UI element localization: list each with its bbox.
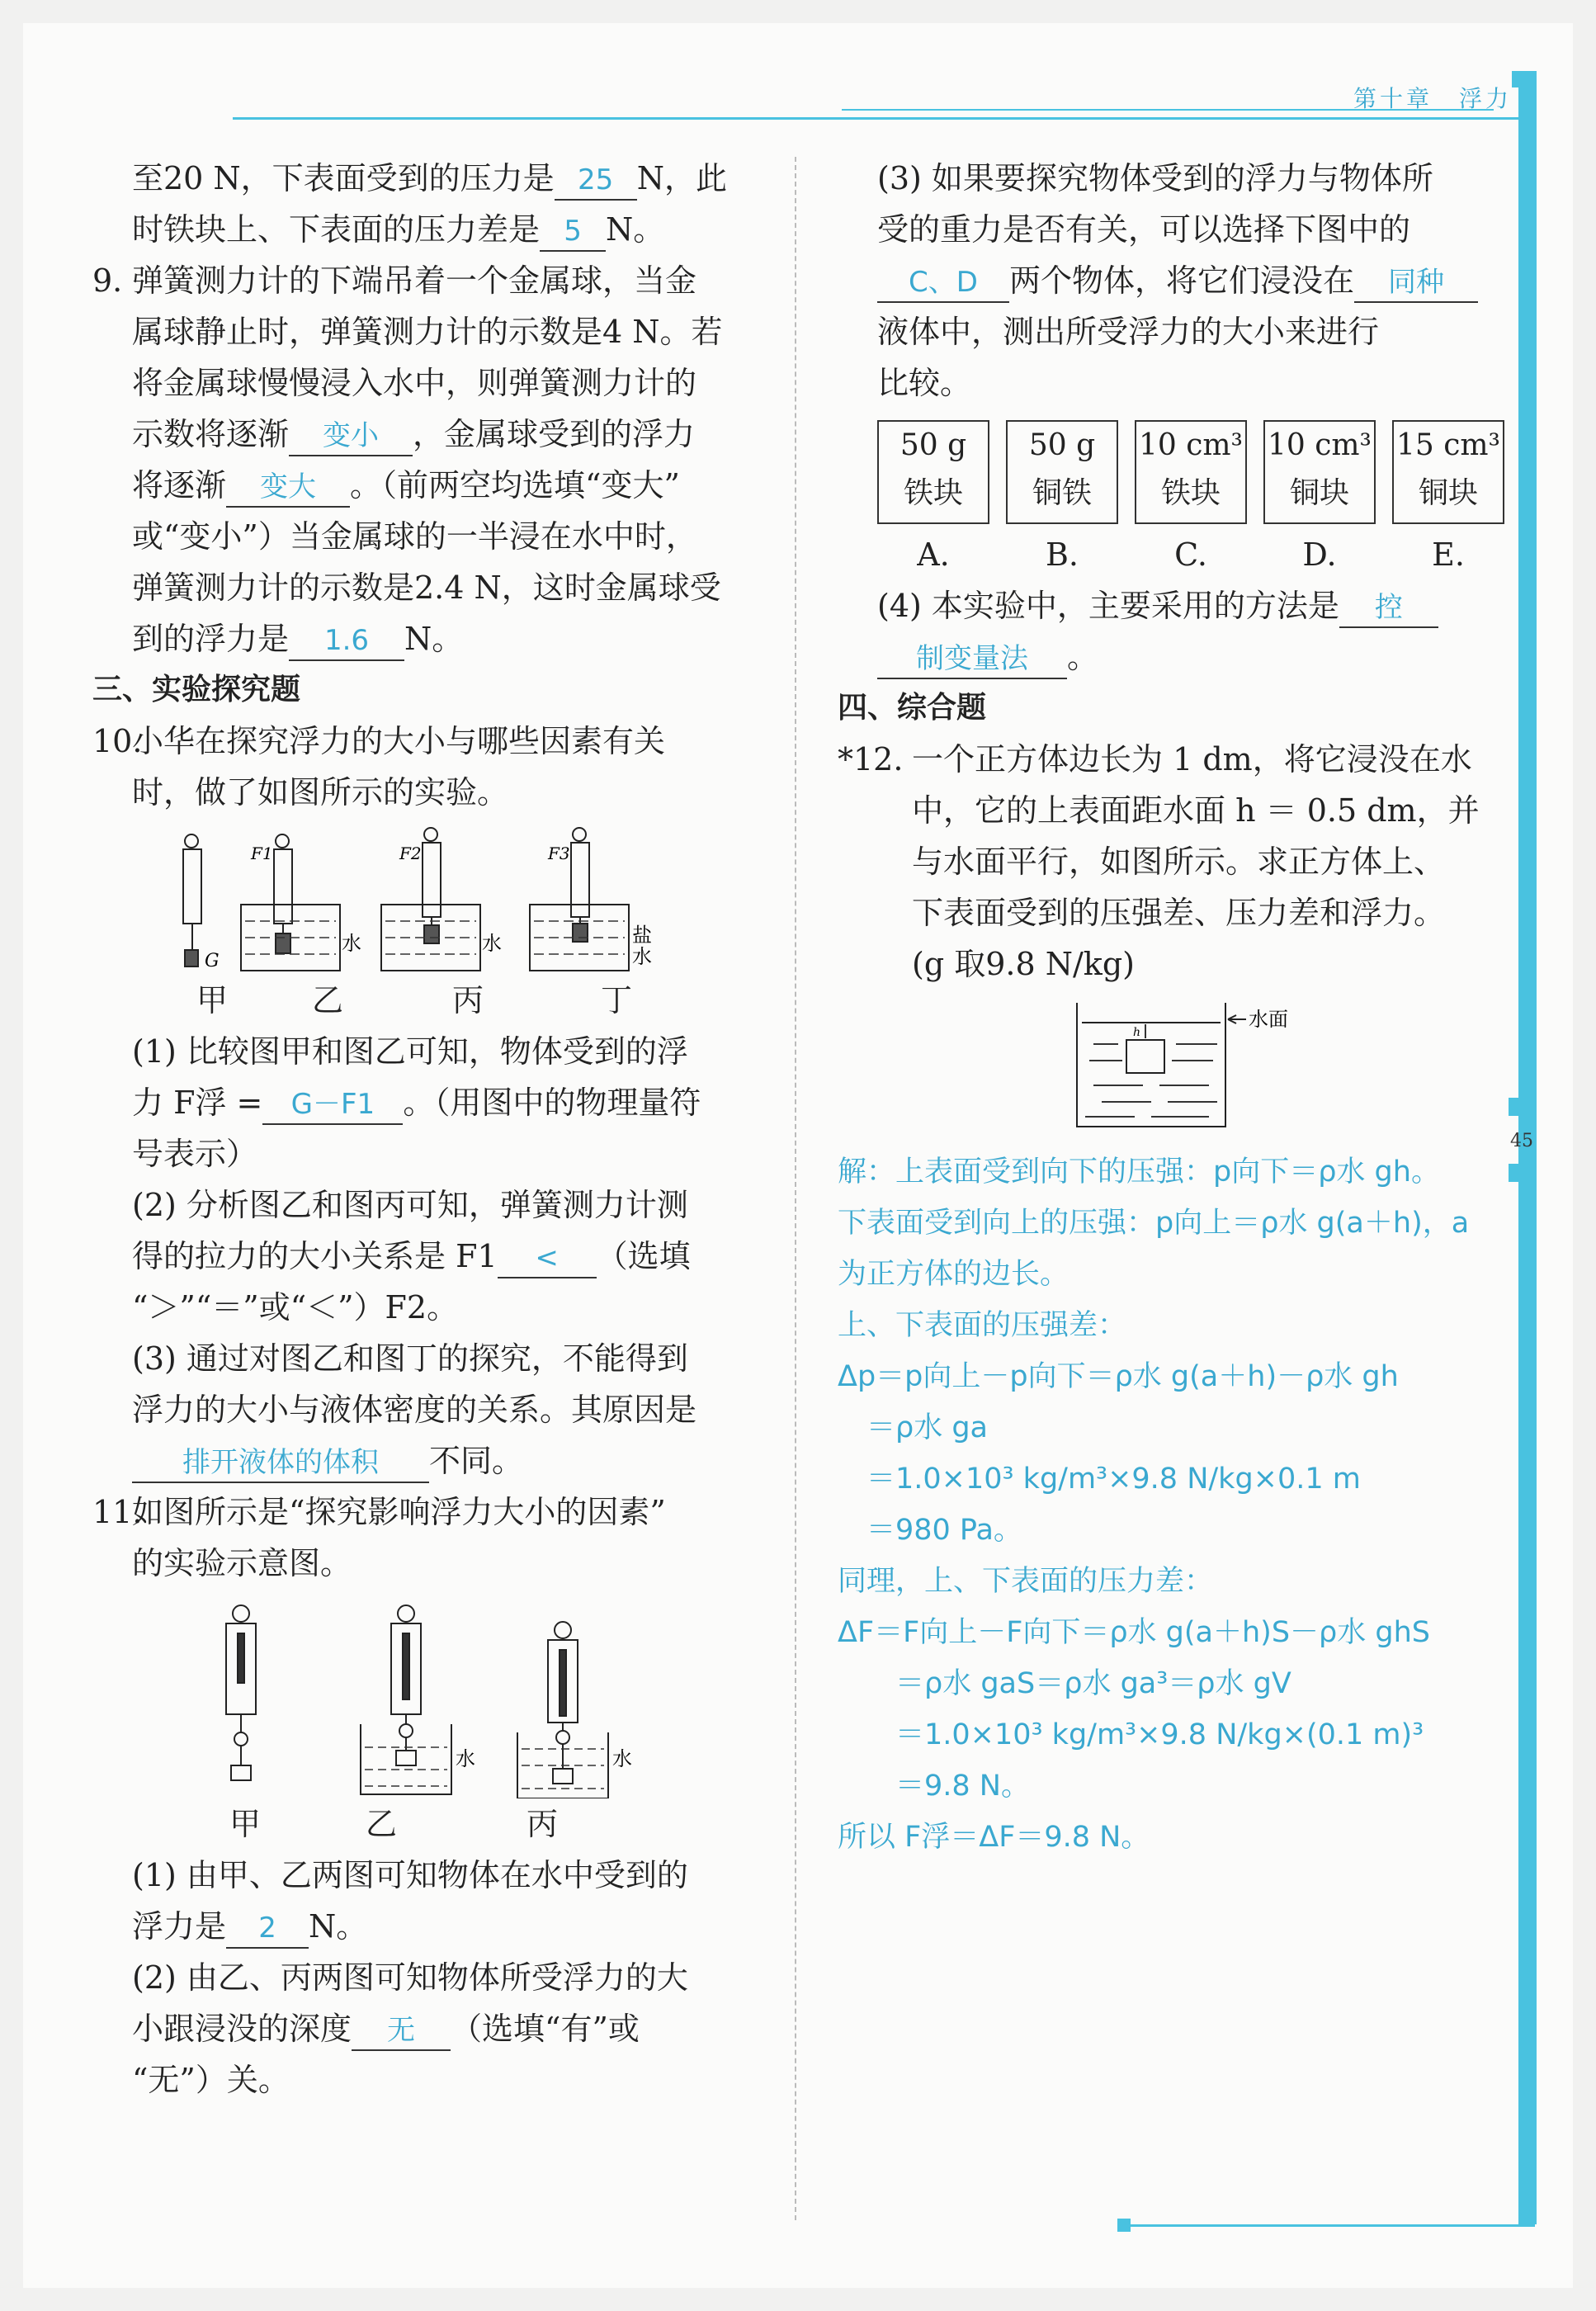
q10-figure-labels [167,975,769,1026]
solution-line: 下表面受到向上的压强：p向上＝ρ水 g(a＋h)，a [838,1207,1470,1240]
q10-answer-3b-1: C、D [877,263,1009,303]
solution-line: 上、下表面的压强差： [838,1309,1127,1342]
q10-part3b-line: 比较。 [877,365,972,401]
fig-label: 甲 [196,982,228,1018]
q11-part2-line: “无”）关。 [132,2062,290,2098]
object-box-c: 10 cm³ 铁块 [1135,420,1247,524]
q11-part1-line: 浮力是 2 N。 [92,1901,769,1952]
q10-part1-line: 号表示） [132,1136,258,1172]
object-boxes [877,420,1506,524]
q10-part2-line: 得的拉力的大小关系是 F1 < （选填 [92,1231,769,1282]
q11-answer-2: 无 [352,2011,451,2051]
q10-answer-2: < [498,1239,597,1278]
solution-line: ＝ρ水 ga [838,1411,989,1444]
q11-part2: (2) 由乙、丙两图可知物体所受浮力的大 [132,1959,688,1996]
q10-part3b: (3) 如果要探究物体受到的浮力与物体所 [877,160,1433,196]
q10-figure [158,826,687,975]
solution-line: ＝980 Pa。 [838,1514,1022,1547]
left-column [92,153,769,2105]
fig11-water-1: 水 [456,1747,475,1770]
fig10-label-f1: F1 [251,844,273,863]
q12-line: 中，它的上表面距水面 h ＝ 0.5 dm，并 [912,792,1480,829]
q11: 11.如图所示是“探究影响浮力大小的因素” [92,1494,666,1530]
q9-line: 示数将逐渐 变小 ，金属球受到的浮力 [92,409,769,460]
q9: 9. 弹簧测力计的下端吊着一个金属球，当金 [92,262,697,299]
q11-part2-line: 小跟浸没的深度 无 （选填“有”或 [92,2003,769,2054]
fig11-water-2: 水 [612,1747,632,1770]
fig10-label-f3: F3 [548,844,570,863]
q10-part4: (4) 本实验中，主要采用的方法是 控 [838,580,1506,631]
fig-label: 甲 [229,1806,261,1842]
q11-figure-labels [216,1798,769,1850]
q8-line2: 时铁块上、下表面的压力差是 5 N。 [92,204,769,255]
q11-part1: (1) 由甲、乙两图可知物体在水中受到的 [132,1857,688,1893]
fig10-water-2: 水 [482,932,502,955]
q9-line: 或“变小”）当金属球的一半浸在水中时， [132,518,697,555]
solution-line: ＝1.0×10³ kg/m³×9.8 N/kg×0.1 m [838,1463,1361,1496]
solution-line: ＝ρ水 gaS＝ρ水 ga³＝ρ水 gV [838,1667,1291,1700]
q11-answer-1: 2 [226,1909,309,1949]
q10-line: 时，做了如图所示的实验。 [132,774,509,811]
q10: 10.小华在探究浮力的大小与哪些因素有关 [92,723,666,759]
q9-line: 将逐渐 变大 。（前两空均选填“变大” [92,460,769,511]
q9-line: 将金属球慢慢浸入水中，则弹簧测力计的 [132,365,697,401]
object-box-a: 50 g 铁块 [877,420,989,524]
chapter-title: 第十章 浮力 [1353,85,1513,112]
q10-part4-line: 制变量法 。 [838,631,1506,683]
solution-line: Δp＝p向上－p向下＝ρ水 g(a＋h)－ρ水 gh [838,1360,1399,1393]
q11-line: 的实验示意图。 [132,1545,352,1581]
column-divider [795,157,796,2220]
q12-solution [838,1146,1506,1863]
q8-line1: 至20 N，下表面受到的压力是 25 N，此 [92,153,769,204]
q11-figure [200,1600,662,1798]
q10-part3-line: 排开液体的体积 不同。 [92,1435,769,1486]
object-box-b: 50 g 铜铁 [1006,420,1118,524]
section-title-3: 三、实验探究题 [92,673,301,707]
q9-line: 属球静止时，弹簧测力计的示数是4 N。若 [132,314,723,350]
fig10-water-3: 水 [632,945,652,968]
q10-part2-line: “＞”“＝”或“＜”）F2。 [132,1289,459,1326]
q10-part1: (1) 比较图甲和图乙可知，物体受到的浮 [132,1033,688,1070]
q9-answer-2: 变大 [226,468,350,508]
q10-answer-4a: 控 [1339,588,1438,628]
q9-answer-1: 变小 [289,417,413,456]
page-tab-upper [1509,1098,1537,1116]
q10-answer-3b-2: 同种 [1354,263,1478,303]
q9-line: 到的浮力是 1.6 N。 [92,613,769,664]
header-rule [233,117,1520,120]
solution-line: ΔF＝F向上－F向下＝ρ水 g(a＋h)S－ρ水 ghS [838,1616,1431,1649]
q9-line: 弹簧测力计的示数是2.4 N，这时金属球受 [132,569,721,606]
q12: *12. 一个正方体边长为 1 dm，将它浸没在水 [838,741,1472,777]
footer-rule [1122,2224,1535,2227]
q10-part3: (3) 通过对图乙和图丁的探究，不能得到 [132,1340,688,1377]
q12-line: 与水面平行，如图所示。求正方体上、 [912,844,1446,880]
section-title-4: 四、综合题 [838,691,987,725]
solution-line: 解：上表面受到向下的压强：p向下＝ρ水 gh。 [838,1156,1440,1189]
right-column [838,153,1506,1863]
q8-answer-2: 5 [540,212,606,252]
page-tab-lower [1509,1164,1537,1182]
q12-figure [1069,995,1333,1135]
q10-answer-3: 排开液体的体积 [132,1444,429,1483]
q10-part1-line: 力 F浮 = G－F1 。（用图中的物理量符 [92,1077,769,1128]
q10-part3b-line: 液体中，测出所受浮力的大小来进行 [877,314,1380,350]
page-number: 45 [1510,1131,1533,1151]
fig-label: 丁 [600,982,632,1018]
q10-part3b-line: C、D 两个物体，将它们浸没在 同种 [838,255,1506,306]
q10-answer-1: G－F1 [262,1085,403,1125]
fig-label: 丙 [526,1806,558,1842]
object-box-d: 10 cm³ 铜块 [1263,420,1376,524]
solution-line: 所以 F浮＝ΔF＝9.8 N。 [838,1821,1150,1854]
object-box-e: 15 cm³ 铜块 [1392,420,1504,524]
q10-answer-4b: 制变量法 [877,640,1067,679]
fig-label: 丙 [451,982,484,1018]
q10-part2: (2) 分析图乙和图丙可知，弹簧测力计测 [132,1187,688,1223]
q8-answer-1: 25 [555,161,637,201]
q10-part3b-line: 受的重力是否有关，可以选择下图中的 [877,211,1411,248]
solution-line: 为正方体的边长。 [838,1258,1070,1291]
fig10-label-g: G [205,951,220,971]
object-box-labels: A. B. C. D. E. [917,536,1465,573]
solution-line: 同理，上、下表面的压力差： [838,1565,1214,1598]
fig10-label-f2: F2 [399,844,422,863]
fig10-water-1: 水 [342,932,361,955]
fig-label: 乙 [365,1806,397,1842]
fig-label: 乙 [311,982,343,1018]
fig10-salt: 盐 [632,924,652,947]
q12-line: 下表面受到的压强差、压力差和浮力。 [912,895,1446,931]
q9-answer-3: 1.6 [289,621,404,661]
q10-part3-line: 浮力的大小与液体密度的关系。其原因是 [132,1392,697,1428]
solution-line: ＝1.0×10³ kg/m³×9.8 N/kg×(0.1 m)³ [838,1718,1424,1751]
fig12-water-surface-label: 水面 [1249,1008,1288,1031]
fig12-h-label: h [1133,1026,1141,1039]
solution-line: ＝9.8 N。 [838,1770,1030,1803]
q12-line: (g 取9.8 N/kg) [912,946,1135,982]
